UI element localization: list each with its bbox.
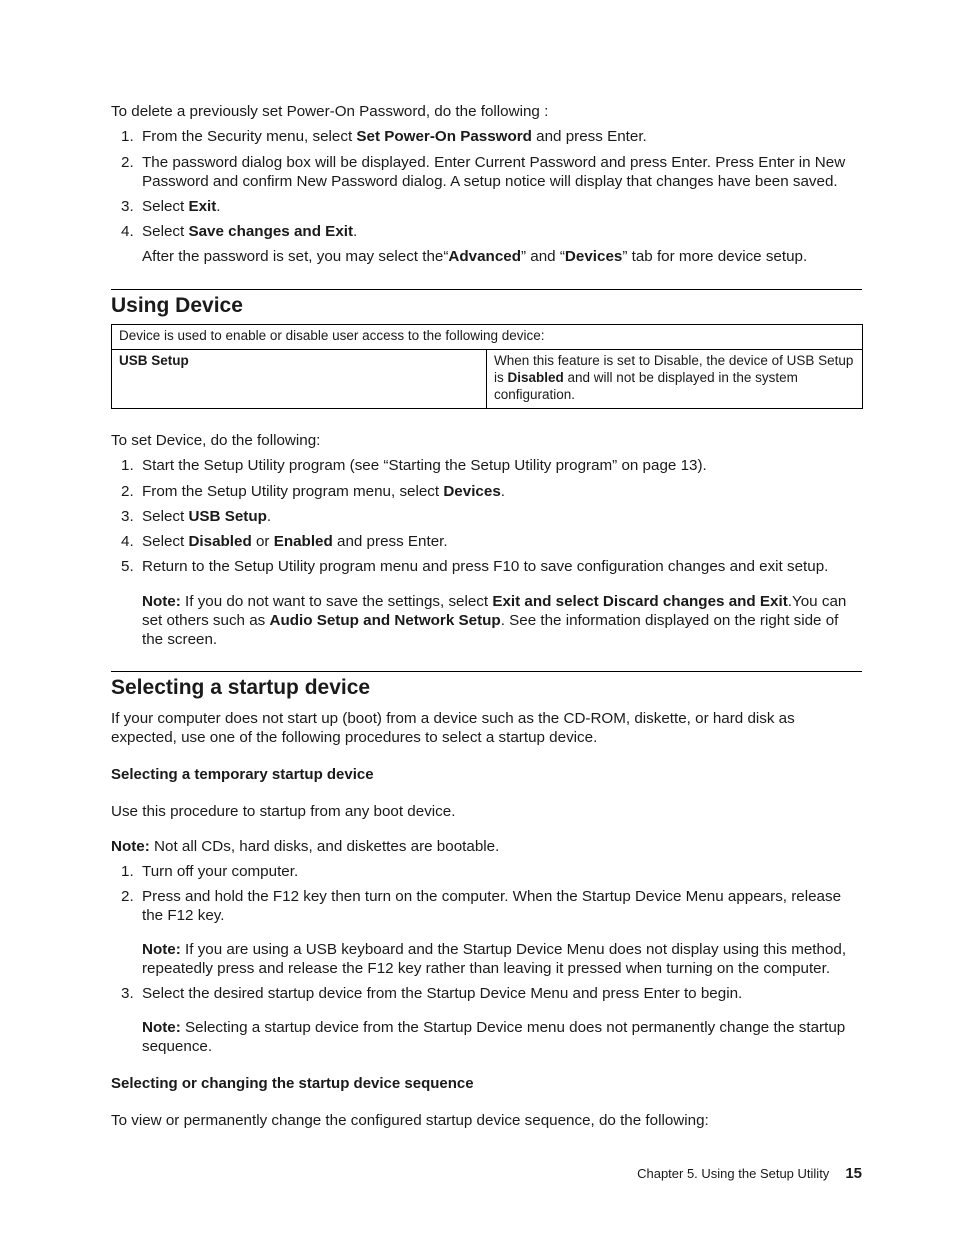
note-startup-sequence: Note: Selecting a startup device from the Startup Device menu does not permanently change the startup sequence. bbox=[142, 1019, 846, 1055]
section-heading-using-device: Using Device bbox=[111, 294, 243, 317]
page-footer bbox=[637, 1164, 862, 1183]
device-lead: To set Device, do the following: bbox=[111, 432, 321, 449]
table-row bbox=[112, 350, 863, 409]
section-divider bbox=[111, 289, 862, 290]
table-cell-label: USB Setup bbox=[112, 350, 487, 409]
section-heading-startup: Selecting a startup device bbox=[111, 676, 371, 699]
table-cell-description: When this feature is set to Disable, the device of USB Setup is Disabled and will not be displayed in the system configuration. bbox=[487, 350, 863, 409]
subheading-temporary: Selecting a temporary startup device bbox=[111, 766, 374, 783]
subheading-sequence: Selecting or changing the startup device sequence bbox=[111, 1075, 474, 1092]
page-number: 15 bbox=[845, 1165, 862, 1182]
device-table bbox=[111, 324, 863, 409]
footer-chapter: Chapter 5. Using the Setup Utility bbox=[637, 1166, 830, 1181]
sequence-lead: To view or permanently change the configured startup device sequence, do the following: bbox=[111, 1112, 709, 1129]
after-password-text: After the password is set, you may select the“Advanced” and “Devices” tab for more device setup. bbox=[142, 248, 808, 265]
note-device: Note: If you do not want to save the settings, select Exit and select Discard changes and Exit.You can set others such as Audio Setup and Network Setup. See the information displayed on the right side of the screen. bbox=[142, 593, 847, 648]
table-header: Device is used to enable or disable user access to the following device: bbox=[112, 325, 863, 350]
startup-intro: If your computer does not start up (boot) from a device such as the CD-ROM, diskette, or hard disk as expected, use one of the following procedures to select a startup device. bbox=[111, 710, 795, 746]
temp-lead: Use this procedure to startup from any boot device. bbox=[111, 803, 456, 820]
section-divider bbox=[111, 671, 862, 672]
note-usb-keyboard: Note: If you are using a USB keyboard and the Startup Device Menu does not display using this method, repeatedly press and release the F12 key rather than leaving it pressed when turning on the computer. bbox=[142, 941, 847, 977]
intro-lead: To delete a previously set Power-On Password, do the following : bbox=[111, 103, 549, 120]
temp-note: Note: Not all CDs, hard disks, and diskettes are bootable. bbox=[111, 838, 500, 855]
